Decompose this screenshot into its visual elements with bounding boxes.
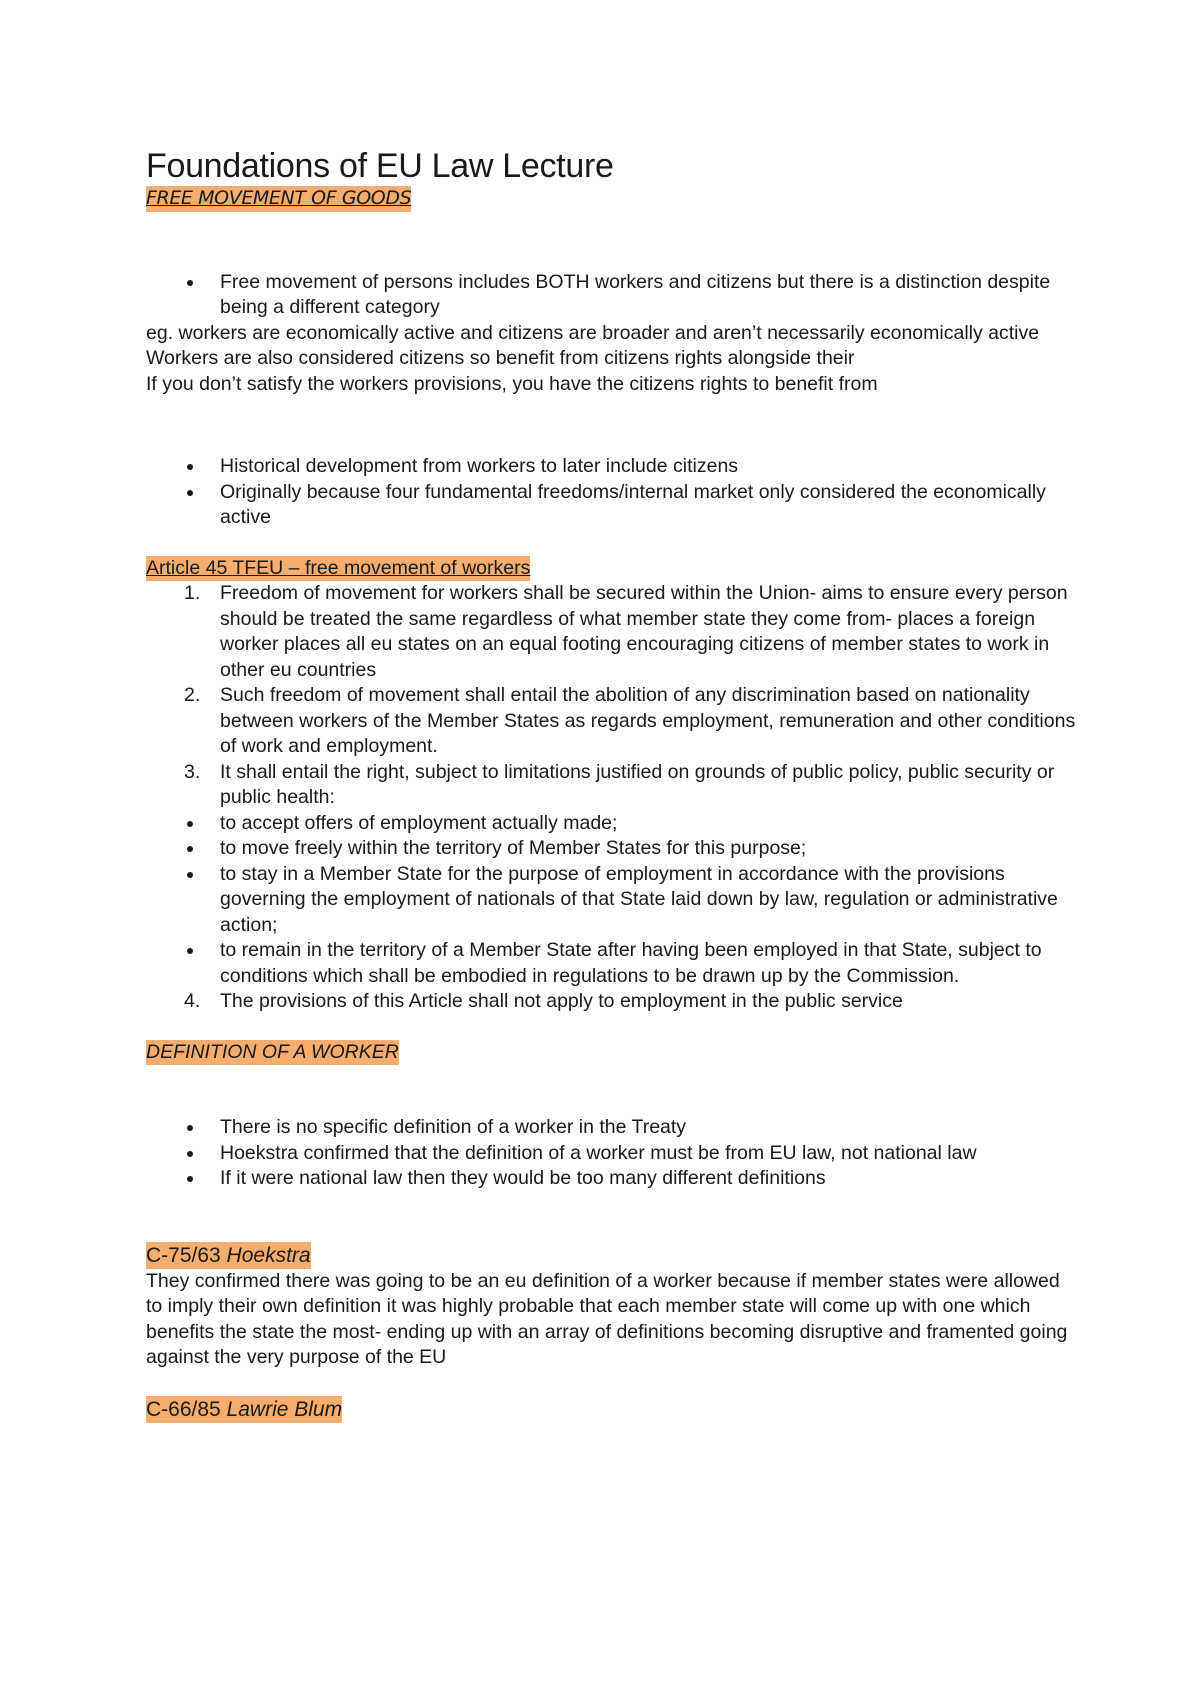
article-numbered-list [146, 581, 1076, 811]
heading-case-hoekstra: C-75/63 Hoekstra [146, 1243, 311, 1267]
article-bullet-list [146, 811, 1076, 990]
list-item: to accept offers of employment actually made; [146, 811, 1076, 837]
list-item: to stay in a Member State for the purpose of employment in accordance with the provisions governing the employment of nationals of that State laid down by law, regulation or administrative action; [146, 862, 1076, 939]
list-item [146, 989, 1076, 1015]
heading-article-45: Article 45 TFEU – free movement of workers [146, 556, 1076, 582]
paragraph: Workers are also considered citizens so benefit from citizens rights alongside their [146, 347, 855, 369]
list-marker: 1. [184, 582, 201, 604]
paragraph: If you don’t satisfy the workers provisions, you have the citizens rights to benefit from [146, 372, 878, 395]
list-item-text: The provisions of this Article shall not apply to employment in the public service [220, 990, 903, 1012]
case-hoekstra-text: They confirmed there was going to be an eu definition of a worker because if member states were allowed to imply their own definition it was highly probable that each member state will come up with one which benefits the state the most- ending up with an array of definitions becoming disruptive and framented going against the very purpose of the EU [146, 1269, 1068, 1368]
list-item [146, 760, 1076, 811]
list-item: There is no specific definition of a worker in the Treaty [146, 1115, 1076, 1141]
list-item: Hoekstra confirmed that the definition of a worker must be from EU law, not national law [146, 1141, 1076, 1167]
article-numbered-list-cont [146, 989, 1076, 1015]
list-item [146, 581, 1076, 683]
bullet-list-3 [146, 1115, 1076, 1192]
list-item-text: Such freedom of movement shall entail the abolition of any discrimination based on nationality between workers of the Member States as regards employment, remuneration and other conditions of work and employment. [220, 684, 1076, 757]
list-item: to move freely within the territory of Member States for this purpose; [146, 836, 1076, 862]
list-item-text: Freedom of movement for workers shall be secured within the Union- aims to ensure every person should be treated the same regardless of what member state they come from- places a foreign worker places all eu states on an equal footing encouraging citizens of member states to work in other eu countries [220, 582, 1068, 681]
list-item: Originally because four fundamental freedoms/internal market only considered the economically active [146, 480, 1076, 531]
list-item-text: It shall entail the right, subject to limitations justified on grounds of public policy, public security or public health: [220, 760, 1055, 808]
list-item: Historical development from workers to later include citizens [146, 454, 1076, 480]
heading-definition-of-a-worker: DEFINITION OF A WORKER [146, 1040, 1076, 1066]
list-item: to remain in the territory of a Member State after having been employed in that State, subject to conditions which shall be embodied in regulations to be drawn up by the Commission. [146, 938, 1076, 989]
list-item: If it were national law then they would be too many different definitions [146, 1166, 1076, 1192]
list-item: Free movement of persons includes BOTH workers and citizens but there is a distinction despite being a different category [146, 270, 1076, 321]
document-page [146, 146, 1076, 1423]
paragraph: eg. workers are economically active and citizens are broader and aren’t necessarily economically active [146, 321, 1040, 344]
list-marker: 4. [184, 990, 201, 1012]
document-title: Foundations of EU Law Lecture [146, 147, 614, 185]
heading-case-lawrie-blum: C-66/85 Lawrie Blum [146, 1397, 343, 1421]
bullet-list-1 [146, 270, 1076, 321]
list-item [146, 683, 1076, 760]
list-marker: 2. [184, 684, 201, 706]
heading-free-movement-of-goods: FREE MOVEMENT OF GOODS [146, 186, 1076, 212]
bullet-list-2 [146, 454, 1076, 531]
list-marker: 3. [184, 760, 201, 783]
